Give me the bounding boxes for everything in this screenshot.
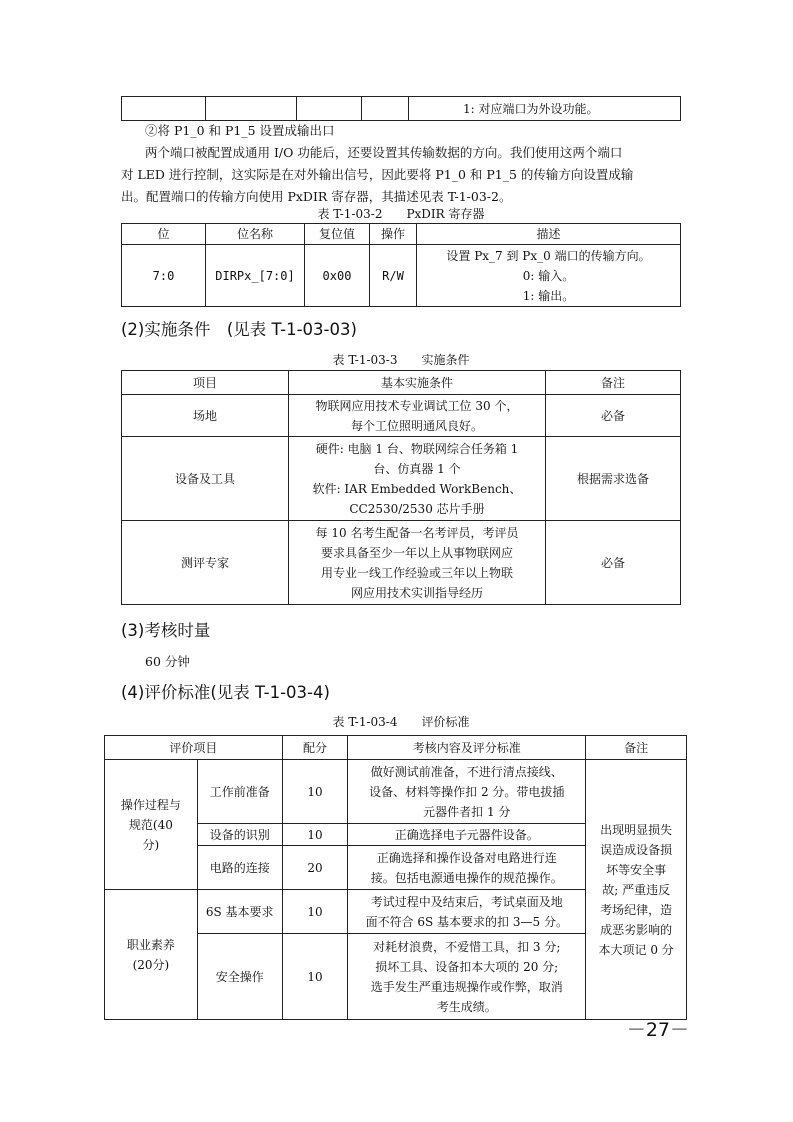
- content-line: 对耗材浪费，不爱惜工具，扣 3 分;: [373, 939, 561, 954]
- top-cell-1: [122, 97, 206, 121]
- th-remark: 备注: [586, 736, 687, 760]
- cell-score: 20: [282, 846, 348, 890]
- cell-score: 10: [282, 760, 348, 824]
- table-row: [105, 760, 687, 824]
- table-row: [122, 437, 681, 521]
- th-item: 项目: [122, 371, 289, 395]
- table2-caption: 表 T-1-03-2 PxDIR 寄存器: [317, 207, 485, 221]
- pxdir-table: [121, 223, 681, 307]
- remark-cell: 出现明显损失 误造成设备损 坏等安全事 故; 严重违反 考场纪律，造 成恶劣影响的 本大项记 0 分: [586, 760, 687, 1020]
- desc-line-2: 0: 输入。: [522, 268, 575, 283]
- content-line: 面不符合 6S 基本要求的扣 3—5 分。: [365, 914, 568, 929]
- cell-cond: [289, 395, 546, 437]
- content-line: 损坏工具、设备扣本大项的 20 分;: [375, 959, 559, 974]
- cell-content: [348, 846, 586, 890]
- cell-note: 根据需求选备: [546, 437, 681, 521]
- cond-line: 硬件: 电脑 1 台、物联网综合任务箱 1: [315, 441, 519, 456]
- th-note: 备注: [546, 371, 681, 395]
- table-row: [122, 395, 681, 437]
- content-line: 正确选择和操作设备对电路进行连: [376, 850, 557, 865]
- content-line: 考生成绩。: [436, 999, 497, 1014]
- content-line: 元器件者扣 1 分: [423, 804, 511, 819]
- cell-note: 必备: [546, 521, 681, 605]
- cell-score: 10: [282, 934, 348, 1020]
- cell-content: [348, 890, 586, 934]
- section-2-heading: (2)实施条件 (见表 T-1-03-03): [121, 320, 357, 339]
- cell-reset: 0x00: [305, 245, 370, 307]
- top-table: [121, 96, 681, 121]
- cond-line: 网应用技术实训指导经历: [350, 585, 483, 600]
- cell-content: [348, 760, 586, 824]
- content-line: 考试过程中及结束后，考试桌面及地: [370, 894, 563, 909]
- cond-line: 物联网应用技术专业调试工位 30 个，: [315, 398, 519, 413]
- cell-note: 必备: [546, 395, 681, 437]
- table-row: [122, 521, 681, 605]
- content-line: 接。包括电源通电操作的规范操作。: [370, 870, 563, 885]
- cond-line: 要求具备至少一年以上从事物联网应: [320, 545, 513, 560]
- exam-duration: 60 分钟: [145, 654, 190, 669]
- section-4-heading: (4)评价标准(见表 T-1-03-4): [121, 683, 330, 702]
- cell-desc: [417, 245, 681, 307]
- evaluation-table: [104, 735, 687, 1020]
- cell-content: [348, 824, 586, 846]
- group-professional: 职业素养 (20分): [105, 890, 198, 1020]
- top-cell-desc: 1: 对应端口为外设功能。: [409, 97, 681, 121]
- cond-line: 用专业一线工作经验或三年以上物联: [320, 565, 513, 580]
- desc-line-1: 设置 Px_7 到 Px_0 端口的传输方向。: [446, 248, 651, 263]
- cell-score: 10: [282, 824, 348, 846]
- cell-content: [348, 934, 586, 1020]
- cell-item: 安全操作: [197, 934, 282, 1020]
- cond-line: 每个工位照明通风良好。: [350, 418, 483, 433]
- conditions-table: [121, 370, 681, 605]
- step-heading: ②将 P1_0 和 P1_5 设置成输出口: [145, 123, 335, 138]
- table4-caption: 表 T-1-03-4 评价标准: [332, 715, 470, 729]
- content-line: 正确选择电子元器件设备。: [394, 827, 539, 842]
- th-content: 考核内容及评分标准: [348, 736, 586, 760]
- top-cell-2: [206, 97, 297, 121]
- cond-line: 软件: IAR Embedded WorkBench、: [312, 481, 522, 496]
- content-line: 选手发生严重违规操作或作弊，取消: [370, 979, 563, 994]
- cell-item: 电路的连接: [197, 846, 282, 890]
- th-score: 配分: [282, 736, 348, 760]
- cell-item: 测评专家: [122, 521, 289, 605]
- desc-line-3: 1: 输出。: [522, 288, 575, 303]
- cell-cond: [289, 437, 546, 521]
- top-cell-3: [297, 97, 362, 121]
- cell-op: R/W: [370, 245, 417, 307]
- group-process: 操作过程与 规范(40 分): [105, 760, 198, 890]
- para-line-2: 对 LED 进行控制，这实际是在对外输出信号，因此要将 P1_0 和 P1_5 的传输方向设置成输: [121, 167, 634, 182]
- cell-item: 6S 基本要求: [197, 890, 282, 934]
- cond-line: 台、仿真器 1 个: [373, 461, 461, 476]
- cell-item: 设备的识别: [197, 824, 282, 846]
- th-op: 操作: [370, 224, 417, 245]
- th-reset: 复位值: [305, 224, 370, 245]
- th-cond: 基本实施条件: [289, 371, 546, 395]
- cell-name: DIRPx_[7:0]: [206, 245, 305, 307]
- cond-line: 每 10 名考生配备一名考评员，考评员: [315, 525, 519, 540]
- th-bit: 位: [122, 224, 206, 245]
- section-3-heading: (3)考核时量: [121, 621, 211, 640]
- cell-item: 设备及工具: [122, 437, 289, 521]
- cell-score: 10: [282, 890, 348, 934]
- page-number: －27－: [626, 1019, 689, 1041]
- th-desc: 描述: [417, 224, 681, 245]
- content-line: 设备、材料等操作扣 2 分。带电拔插: [369, 784, 565, 799]
- cell-bit: 7:0: [122, 245, 206, 307]
- table3-caption: 表 T-1-03-3 实施条件: [332, 353, 470, 367]
- cell-item: 工作前准备: [197, 760, 282, 824]
- cell-item: 场地: [122, 395, 289, 437]
- th-eval-item: 评价项目: [105, 736, 283, 760]
- th-name: 位名称: [206, 224, 305, 245]
- para-line-3: 出。配置端口的传输方向使用 PxDIR 寄存器，其描述见表 T-1-03-2。: [121, 189, 512, 204]
- cond-line: CC2530/2530 芯片手册: [349, 501, 485, 516]
- content-line: 做好测试前准备，不进行清点接线、: [370, 764, 563, 779]
- top-cell-4: [362, 97, 409, 121]
- para-line-1: 两个端口被配置成通用 I/O 功能后，还要设置其传输数据的方向。我们使用这两个端口: [145, 145, 623, 160]
- cell-cond: [289, 521, 546, 605]
